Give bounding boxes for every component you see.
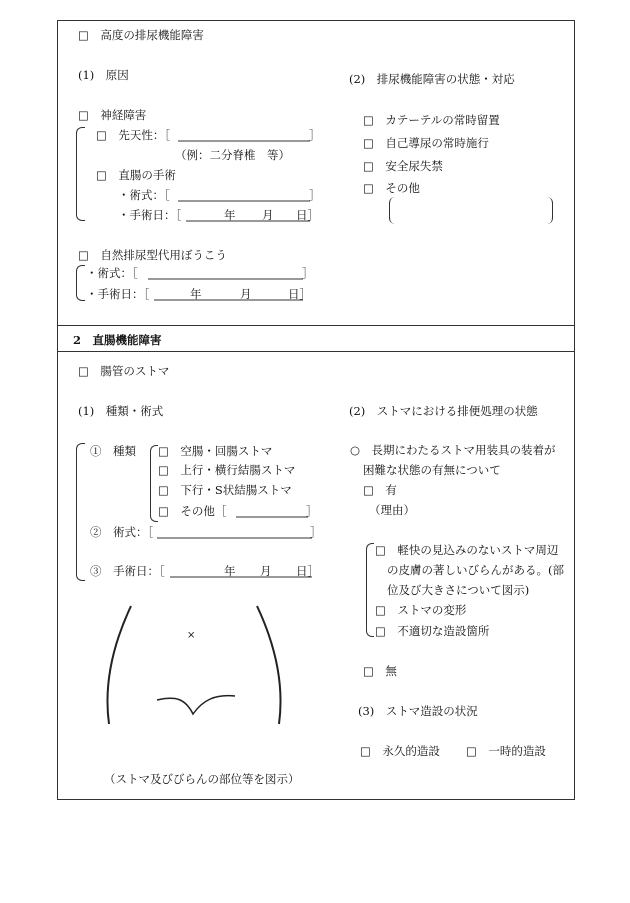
type-label: ① 種類 bbox=[90, 444, 136, 458]
method-label: ② 術式：［ bbox=[90, 525, 154, 539]
year-label: 年 bbox=[224, 208, 236, 222]
underline bbox=[178, 140, 310, 142]
nerve-checkbox[interactable]: □ 神経障害 bbox=[78, 108, 147, 122]
day-label: 日］ bbox=[296, 208, 319, 222]
incontinence-checkbox[interactable]: □ 安全尿失禁 bbox=[363, 159, 443, 173]
surgery-date-label: ・手術日：［ bbox=[118, 208, 182, 222]
descending-colon-checkbox[interactable]: □ 下行・S状結腸ストマ bbox=[158, 483, 292, 497]
month-label: 月 bbox=[240, 287, 252, 301]
bracket-close: ］ bbox=[310, 525, 322, 539]
diagram-caption: （ストマ及びびらんの部位等を図示） bbox=[104, 772, 300, 786]
catheter-checkbox[interactable]: □ カテーテルの常時留置 bbox=[363, 113, 500, 127]
bracket-close: ］ bbox=[309, 188, 321, 202]
year-label: 年 bbox=[190, 287, 202, 301]
section2-header: 2 直腸機能障害 bbox=[73, 333, 162, 347]
cause-heading: (1) 原因 bbox=[78, 68, 129, 82]
underline bbox=[157, 537, 312, 539]
abdomen-diagram bbox=[95, 600, 305, 730]
underline bbox=[154, 299, 303, 301]
method2-label: ・術式：［ bbox=[86, 266, 138, 280]
underline bbox=[236, 516, 308, 518]
underline bbox=[170, 576, 312, 578]
other-input-box[interactable] bbox=[389, 197, 553, 224]
month-label: 月 bbox=[260, 564, 272, 578]
temporary-checkbox[interactable]: □ 一時的造設 bbox=[466, 744, 546, 758]
underline bbox=[178, 200, 310, 202]
underline bbox=[186, 220, 310, 222]
section-divider bbox=[58, 325, 574, 326]
question-line1: ○ 長期にわたるストマ用装具の装着が bbox=[350, 443, 556, 457]
date2-label: ・手術日：［ bbox=[86, 287, 150, 301]
stoma-checkbox[interactable]: □ 腸管のストマ bbox=[78, 364, 170, 378]
section-divider bbox=[58, 351, 574, 352]
reason-label: （理由） bbox=[369, 503, 415, 517]
day-label: 日］ bbox=[296, 564, 319, 578]
section1-title: □ 高度の排尿機能障害 bbox=[78, 28, 204, 42]
other-type-checkbox[interactable]: □ その他［ bbox=[158, 504, 227, 518]
bracket-close: ］ bbox=[306, 504, 318, 518]
example-text: （例：二分脊椎 等） bbox=[175, 148, 290, 162]
underline bbox=[148, 278, 303, 280]
congenital-checkbox[interactable]: □ 先天性：［ bbox=[96, 128, 171, 142]
status-heading: (2) 排尿機能障害の状態・対応 bbox=[349, 72, 515, 86]
natural-bladder-checkbox[interactable]: □ 自然排尿型代用ぼうこう bbox=[78, 248, 227, 262]
bracket-close: ］ bbox=[302, 266, 314, 280]
brace bbox=[76, 127, 85, 221]
month-label: 月 bbox=[262, 208, 274, 222]
brace bbox=[76, 265, 85, 301]
deformity-checkbox[interactable]: □ ストマの変形 bbox=[375, 603, 467, 617]
type-heading: (1) 種類・術式 bbox=[78, 404, 164, 418]
jejunum-checkbox[interactable]: □ 空腸・回腸ストマ bbox=[158, 444, 273, 458]
brace bbox=[76, 443, 85, 581]
erosion-text2: の皮膚の著しいびらんがある。(部 bbox=[387, 563, 564, 577]
brace bbox=[366, 543, 374, 637]
condition-heading: (3) ストマ造設の状況 bbox=[358, 704, 478, 718]
yes-checkbox[interactable]: □ 有 bbox=[363, 483, 397, 497]
other-checkbox[interactable]: □ その他 bbox=[363, 181, 420, 195]
improper-site-checkbox[interactable]: □ 不適切な造設箇所 bbox=[375, 624, 490, 638]
processing-heading: (2) ストマにおける排便処理の状態 bbox=[349, 404, 538, 418]
erosion-checkbox[interactable]: □ 軽快の見込みのないストマ周辺 bbox=[375, 543, 559, 557]
bracket-close: ］ bbox=[309, 128, 321, 142]
self-catheter-checkbox[interactable]: □ 自己導尿の常時施行 bbox=[363, 136, 489, 150]
method-label: ・術式：［ bbox=[118, 188, 170, 202]
surgery-date-label: ③ 手術日：［ bbox=[90, 564, 165, 578]
year-label: 年 bbox=[224, 564, 236, 578]
question-line2: 困難な状態の有無について bbox=[363, 463, 501, 477]
no-checkbox[interactable]: □ 無 bbox=[363, 664, 397, 678]
ascending-colon-checkbox[interactable]: □ 上行・横行結腸ストマ bbox=[158, 463, 296, 477]
erosion-text3: 位及び大きさについて図示) bbox=[387, 583, 530, 597]
brace bbox=[150, 445, 158, 522]
day-label: 日］ bbox=[288, 287, 311, 301]
permanent-checkbox[interactable]: □ 永久的造設 bbox=[360, 744, 440, 758]
stoma-mark: × bbox=[187, 630, 196, 641]
rectal-surgery-checkbox[interactable]: □ 直腸の手術 bbox=[96, 168, 176, 182]
